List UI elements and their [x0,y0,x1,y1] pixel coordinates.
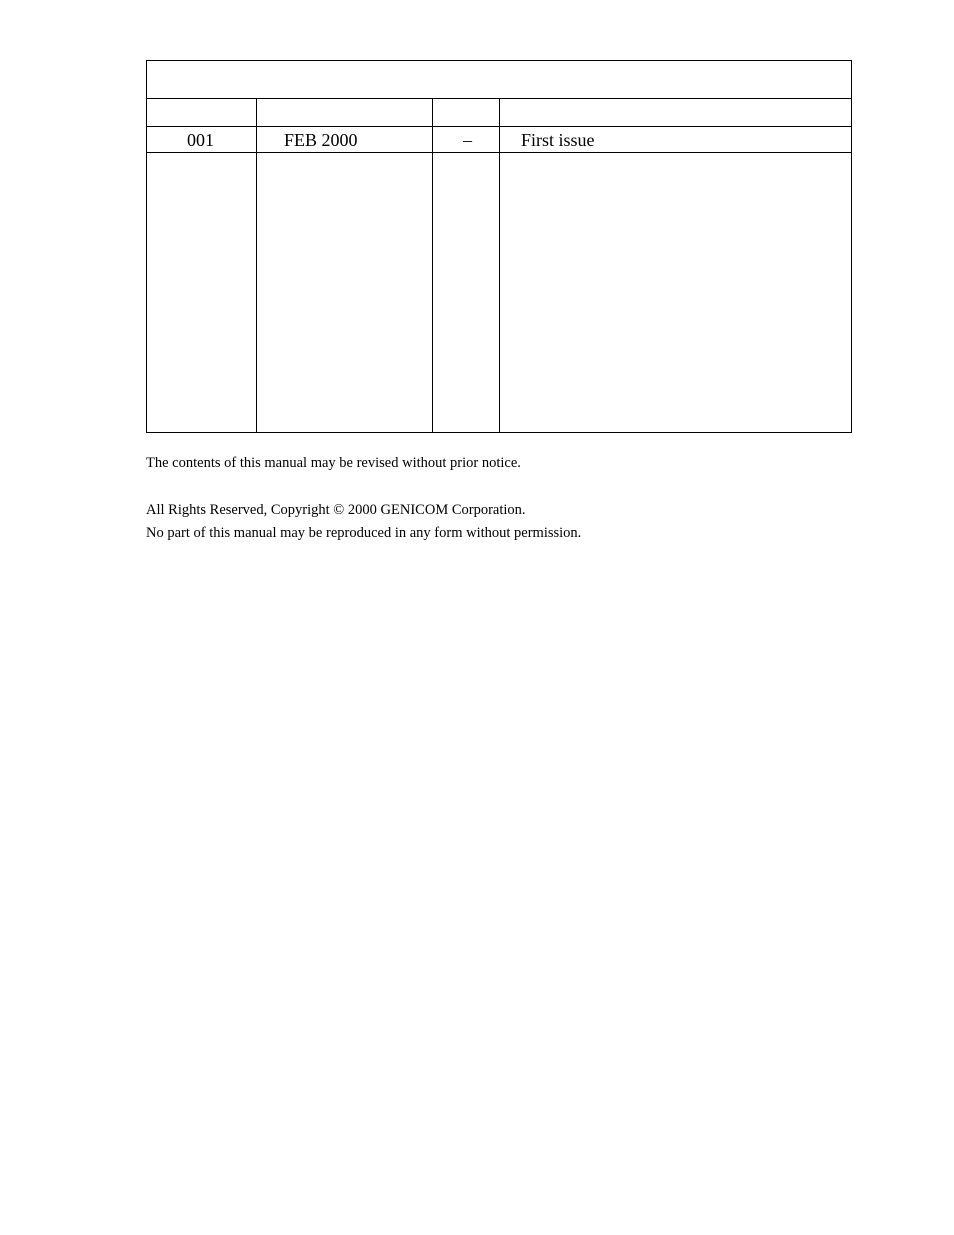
revision-history-table [146,60,852,433]
copyright-notice: All Rights Reserved, Copyright © 2000 GENICOM Corporation. [146,502,526,518]
column-divider-2 [432,98,433,432]
column-divider-1 [256,98,257,432]
revision-notice: The contents of this manual may be revised without prior notice. [146,455,521,471]
revision-date-cell: FEB 2000 [284,130,358,150]
column-divider-3 [499,98,500,432]
revision-number-cell: 001 [187,130,214,150]
reproduction-notice: No part of this manual may be reproduced in any form without permission. [146,525,582,541]
revision-description-cell: First issue [521,130,595,150]
revised-pages-cell: – [463,130,472,150]
